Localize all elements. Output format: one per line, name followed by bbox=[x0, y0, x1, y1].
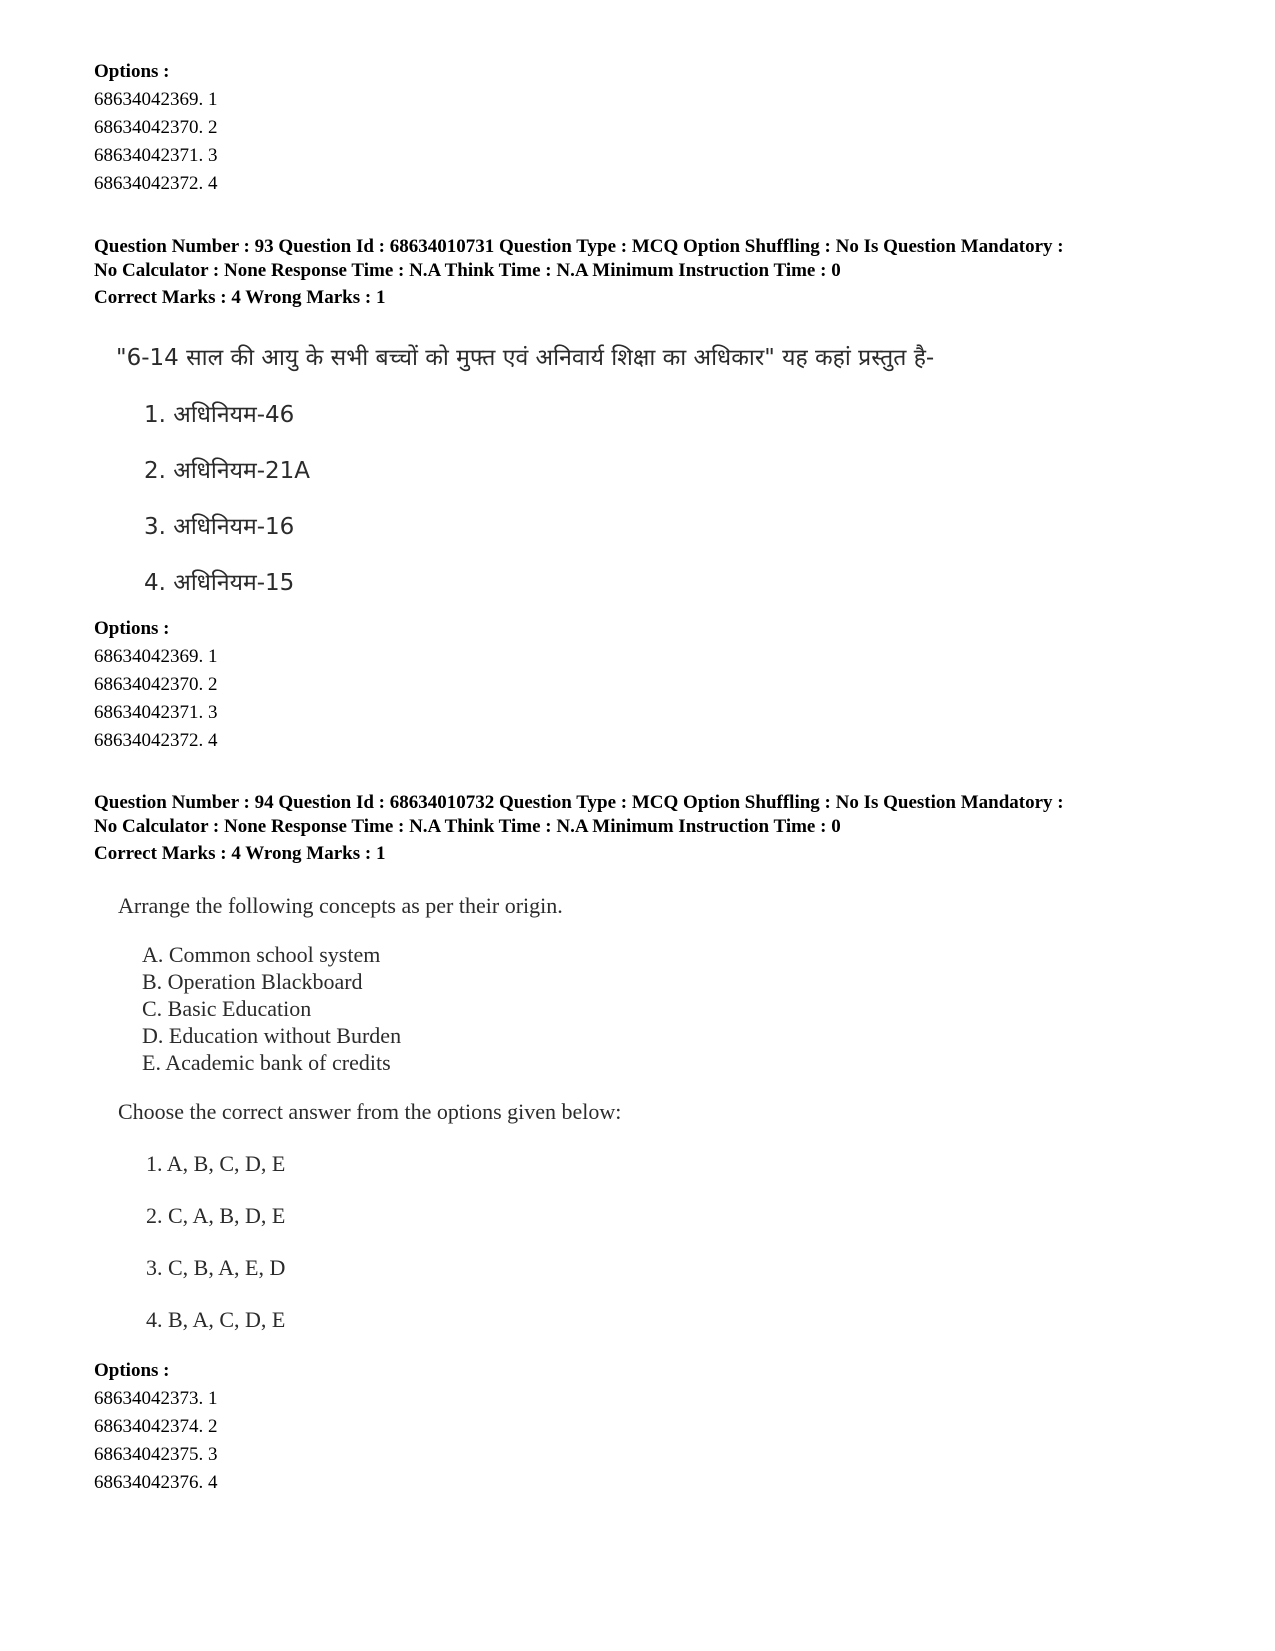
concept-item: E. Academic bank of credits bbox=[142, 1050, 391, 1075]
option-id: 68634042369. 1 bbox=[94, 646, 218, 667]
option-id: 68634042371. 3 bbox=[94, 145, 218, 166]
question-instruction: Choose the correct answer from the options given below: bbox=[118, 1099, 622, 1124]
options-label: Options : bbox=[94, 61, 170, 82]
option-id: 68634042375. 3 bbox=[94, 1444, 218, 1465]
concept-item: B. Operation Blackboard bbox=[142, 969, 363, 994]
option-id: 68634042373. 1 bbox=[94, 1388, 218, 1409]
question-93-meta bbox=[94, 235, 1204, 283]
question-text: "6-14 साल की आयु के सभी बच्चों को मुफ्त एवं अनिवार्य शिक्षा का अधिकार" यह कहां प्रस्तुत है- bbox=[116, 345, 935, 371]
option-id: 68634042372. 4 bbox=[94, 173, 218, 194]
question-marks: Correct Marks : 4 Wrong Marks : 1 bbox=[94, 287, 386, 308]
question-94-meta bbox=[94, 791, 1204, 839]
question-meta-line: No Calculator : None Response Time : N.A Think Time : N.A Minimum Instruction Time : 0 bbox=[94, 260, 841, 281]
option-id: 68634042370. 2 bbox=[94, 674, 218, 695]
option-id: 68634042371. 3 bbox=[94, 702, 218, 723]
question-choice: 3. C, B, A, E, D bbox=[146, 1255, 286, 1280]
question-choice: 2. C, A, B, D, E bbox=[146, 1203, 286, 1228]
options-label: Options : bbox=[94, 1360, 170, 1381]
question-choice: 4. अधिनियम-15 bbox=[144, 570, 295, 596]
option-id: 68634042374. 2 bbox=[94, 1416, 218, 1437]
option-id: 68634042370. 2 bbox=[94, 117, 218, 138]
question-meta-line: Question Number : 93 Question Id : 68634010731 Question Type : MCQ Option Shuffling : No Is Question Mandatory : bbox=[94, 236, 1064, 257]
question-choice: 4. B, A, C, D, E bbox=[146, 1307, 286, 1332]
option-id: 68634042376. 4 bbox=[94, 1472, 218, 1493]
question-meta-line: Question Number : 94 Question Id : 68634010732 Question Type : MCQ Option Shuffling : No Is Question Mandatory : bbox=[94, 792, 1064, 813]
question-marks: Correct Marks : 4 Wrong Marks : 1 bbox=[94, 843, 386, 864]
concept-item: D. Education without Burden bbox=[142, 1023, 402, 1048]
options-label: Options : bbox=[94, 618, 170, 639]
concept-item: A. Common school system bbox=[142, 942, 381, 967]
question-choice: 2. अधिनियम-21A bbox=[144, 458, 311, 484]
question-text: Arrange the following concepts as per their origin. bbox=[118, 893, 563, 918]
question-choice: 3. अधिनियम-16 bbox=[144, 514, 295, 540]
question-choice: 1. अधिनियम-46 bbox=[144, 402, 295, 428]
question-meta-line: No Calculator : None Response Time : N.A Think Time : N.A Minimum Instruction Time : 0 bbox=[94, 816, 841, 837]
concept-item: C. Basic Education bbox=[142, 996, 312, 1021]
option-id: 68634042372. 4 bbox=[94, 730, 218, 751]
option-id: 68634042369. 1 bbox=[94, 89, 218, 110]
question-choice: 1. A, B, C, D, E bbox=[146, 1151, 286, 1176]
